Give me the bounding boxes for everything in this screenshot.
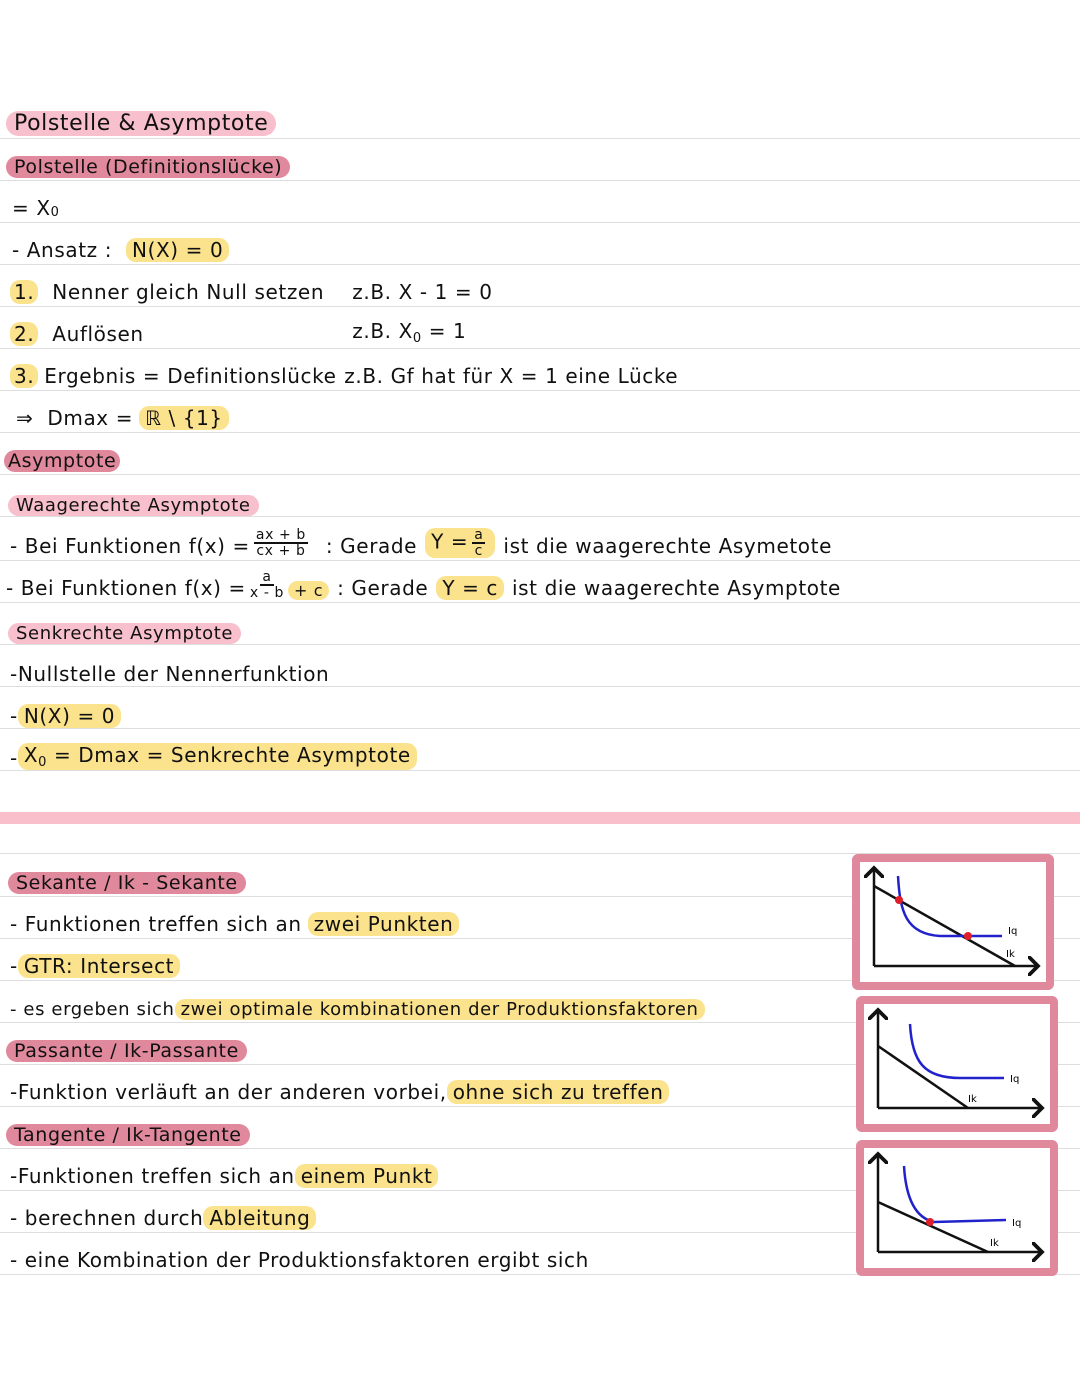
item-highlight: Ableitung: [203, 1206, 316, 1230]
ansatz-value: N(X) = 0: [126, 238, 229, 262]
rule-mid: : Gerade: [325, 534, 418, 558]
asymptote-heading-row: [4, 434, 120, 476]
step-example: [352, 319, 466, 346]
polstelle-heading: Polstelle (Definitionslücke): [6, 156, 290, 178]
tangente-item: [10, 1192, 316, 1234]
section-title-row: [6, 98, 276, 140]
implies-arrow-icon: ⇒: [16, 406, 34, 430]
svg-text:Ik: Ik: [990, 1238, 999, 1249]
svg-text:Iq: Iq: [1008, 926, 1018, 937]
ruled-line: [0, 474, 1080, 475]
item-highlight: ohne sich zu treffen: [447, 1080, 670, 1104]
numerator: a: [262, 569, 272, 585]
svg-text:Ik: Ik: [968, 1094, 977, 1105]
item-text: Nullstelle der Nennerfunktion: [17, 662, 330, 686]
dmax-result-row: [16, 392, 229, 434]
tangente-graph-icon: [864, 1148, 1050, 1268]
denominator: cx + b: [256, 543, 306, 559]
item-highlight: zwei Punkten: [308, 912, 460, 936]
tangente-item: [10, 1150, 438, 1192]
denominator: c: [474, 543, 483, 559]
definition-text: = X: [12, 196, 51, 220]
item-highlight: zwei optimale kombinationen der Produktionsfaktoren: [175, 999, 705, 1020]
subscript: 0: [50, 205, 60, 220]
item-text: -Funktion verläuft an der anderen vorbei,: [10, 1080, 447, 1104]
highlight-text: = Dmax = Senkrechte Asymptote: [47, 743, 411, 767]
bullet-dash: -: [10, 704, 18, 728]
step-row: [10, 350, 678, 392]
graph-sekante: [852, 854, 1054, 990]
highlight-text: X: [23, 743, 39, 767]
svg-text:Ik: Ik: [1006, 949, 1015, 960]
step-text: Auflösen: [52, 322, 144, 346]
polstelle-heading-row: [6, 140, 290, 182]
ansatz-label: - Ansatz :: [12, 238, 113, 262]
bullet-dash: -: [10, 746, 18, 770]
sekante-item: [10, 982, 705, 1024]
step-text: Ergebnis = Definitionslücke: [44, 364, 337, 388]
waagerecht-heading-row: [8, 478, 259, 520]
ansatz-row: [12, 224, 229, 266]
subscript: 0: [38, 755, 48, 770]
rule-mid: : Gerade: [337, 576, 429, 600]
numerator: a: [474, 527, 484, 543]
dmax-value: ℝ \ {1}: [139, 406, 229, 430]
tangente-item: [10, 1234, 589, 1276]
passante-heading-row: [6, 1024, 247, 1066]
rule-suffix: ist die waagerechte Asymetote: [503, 534, 832, 558]
asymptote-highlight: [425, 528, 495, 558]
section-title: Polstelle & Asymptote: [6, 111, 276, 136]
step-text: Nenner gleich Null setzen: [52, 280, 325, 304]
bullet-dash: -: [10, 662, 18, 686]
item-highlight: [18, 743, 417, 770]
senkrecht-item: [10, 732, 417, 774]
rule-prefix: - Bei Funktionen f(x) =: [10, 534, 250, 558]
sekante-graph-icon: [860, 862, 1046, 982]
step-example: z.B. X - 1 = 0: [352, 280, 493, 304]
step-row: [10, 266, 493, 308]
plus-c-highlight: + c: [288, 581, 329, 600]
step-row: [10, 308, 466, 350]
fraction: [250, 570, 284, 600]
svg-text:Iq: Iq: [1012, 1218, 1022, 1229]
tangente-heading-row: [6, 1108, 250, 1150]
example-suffix: = 1: [421, 319, 467, 343]
passante-item: [10, 1066, 669, 1108]
asymptote-heading: Asymptote: [4, 450, 120, 472]
item-text: - berechnen durch: [10, 1206, 204, 1230]
senkrecht-heading-row: [8, 606, 241, 648]
item-text: -Funktionen treffen sich an: [10, 1164, 295, 1188]
section-divider: [0, 812, 1080, 824]
ruled-line: [0, 222, 1080, 223]
passante-graph-icon: [864, 1004, 1050, 1124]
graph-tangente: [856, 1140, 1058, 1276]
fraction: [254, 528, 308, 558]
item-text: -: [10, 954, 18, 978]
denominator: x - b: [249, 585, 285, 601]
item-highlight: GTR: Intersect: [18, 954, 180, 978]
senkrecht-heading: Senkrechte Asymptote: [8, 623, 241, 644]
waagerecht-rule-2: [6, 562, 841, 604]
item-highlight: N(X) = 0: [18, 704, 121, 728]
item-text: - Funktionen treffen sich an: [10, 912, 302, 936]
passante-heading: Passante / Ik-Passante: [6, 1040, 247, 1062]
ruled-line: [0, 728, 1080, 729]
graph-passante: [856, 996, 1058, 1132]
rule-suffix: ist die waagerechte Asymptote: [512, 576, 841, 600]
item-highlight: einem Punkt: [295, 1164, 439, 1188]
sekante-heading: Sekante / Ik - Sekante: [8, 872, 246, 894]
item-text: - eine Kombination der Produktionsfaktoren ergibt sich: [10, 1248, 589, 1272]
tangente-heading: Tangente / Ik-Tangente: [6, 1124, 250, 1146]
waagerecht-rule-1: [10, 520, 832, 562]
waagerecht-heading: Waagerechte Asymptote: [8, 495, 259, 516]
step-number: 1.: [10, 280, 38, 304]
sekante-item: [10, 898, 459, 940]
subscript: 0: [412, 331, 422, 346]
step-number: 2.: [10, 322, 38, 346]
senkrecht-item: [10, 648, 329, 690]
sekante-item: [10, 940, 180, 982]
example-prefix: z.B. X: [352, 319, 413, 343]
numerator: ax + b: [255, 527, 306, 543]
item-text: - es ergeben sich: [10, 999, 175, 1020]
svg-text:Iq: Iq: [1010, 1074, 1020, 1085]
highlight-text: Y =: [431, 529, 469, 554]
asymptote-highlight: Y = c: [436, 576, 504, 600]
step-number: 3.: [10, 364, 38, 388]
fraction: [472, 528, 485, 558]
step-example: z.B. Gf hat für X = 1 eine Lücke: [344, 364, 679, 388]
polstelle-definition: [12, 182, 60, 224]
senkrecht-item: [10, 690, 121, 732]
sekante-heading-row: [8, 856, 246, 898]
dmax-label: Dmax =: [47, 406, 134, 430]
rule-prefix: - Bei Funktionen f(x) =: [6, 576, 246, 600]
